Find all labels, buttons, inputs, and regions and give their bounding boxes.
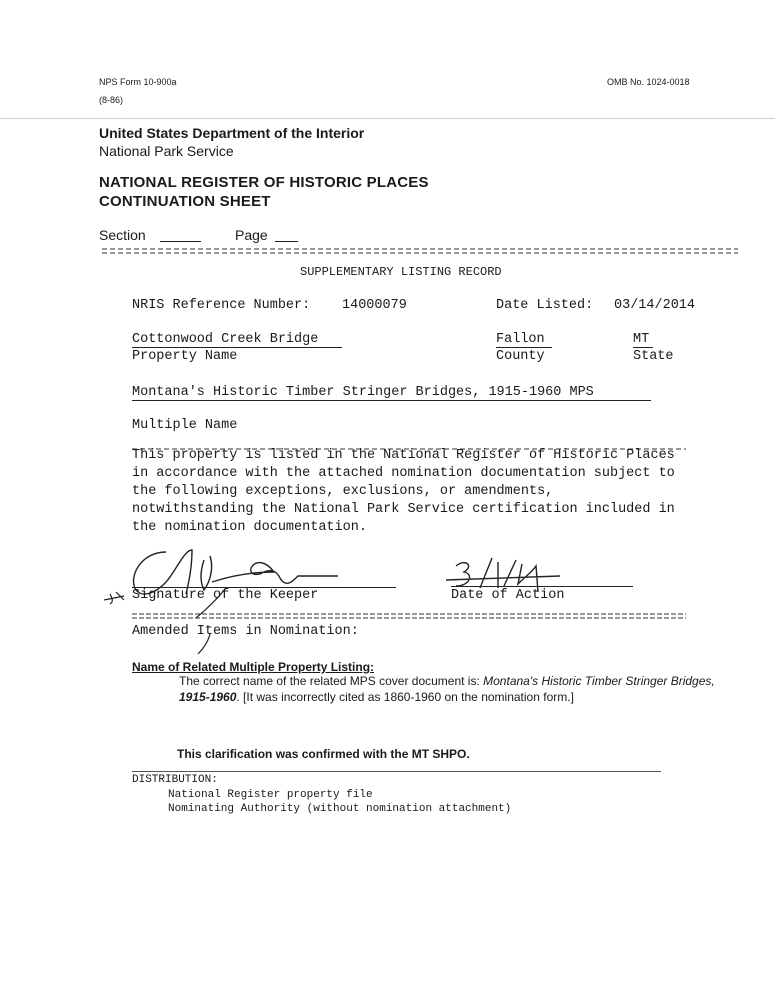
- distribution-label: DISTRIBUTION:: [132, 774, 218, 786]
- date-of-action-line: [451, 586, 633, 587]
- multiple-name-underline: [132, 400, 651, 401]
- multiple-name-value: Montana's Historic Timber Stringer Bridges, 1915-1960 MPS: [132, 385, 594, 400]
- lower-separator-graphic: [132, 612, 686, 620]
- amendment-text-after: . [It was incorrectly cited as 1860-1960 on the nomination form.]: [236, 690, 574, 704]
- multiple-name-label: Multiple Name: [132, 418, 238, 433]
- top-separator: [102, 246, 738, 260]
- county-value: Fallon: [496, 332, 545, 347]
- page-label: Page: [235, 227, 268, 243]
- date-listed-value: 03/14/2014: [614, 298, 696, 313]
- form-number: NPS Form 10-900a: [99, 77, 177, 87]
- form-subtitle: CONTINUATION SHEET: [99, 193, 271, 210]
- header-rule: [0, 118, 775, 119]
- amended-items-label: Amended Items in Nomination:: [132, 624, 359, 639]
- page-blank: [275, 241, 298, 242]
- distribution-item-2: Nominating Authority (without nomination attachment): [168, 803, 512, 815]
- record-heading: SUPPLEMENTARY LISTING RECORD: [300, 265, 502, 279]
- lower-separator: [132, 607, 686, 615]
- statement-line-5: the nomination documentation.: [132, 520, 367, 535]
- property-name-label: Property Name: [132, 349, 238, 364]
- nris-label: NRIS Reference Number:: [132, 298, 311, 313]
- nris-value: 14000079: [342, 298, 407, 313]
- mid-separator: [132, 438, 686, 442]
- amendment-text-line-2: [179, 690, 574, 704]
- state-label: State: [633, 349, 674, 364]
- form-title: NATIONAL REGISTER OF HISTORIC PLACES: [99, 174, 429, 191]
- amendment-text-line-1: [179, 674, 715, 688]
- property-name-underline: [132, 347, 342, 348]
- separator-graphic: [102, 246, 738, 256]
- county-label: County: [496, 349, 545, 364]
- state-underline: [633, 347, 653, 348]
- date-listed-label: Date Listed:: [496, 298, 594, 313]
- amendment-heading: Name of Related Multiple Property Listing:: [132, 660, 375, 674]
- state-value: MT: [633, 332, 650, 347]
- department-name: United States Department of the Interior: [99, 125, 365, 141]
- amendment-text-before: The correct name of the related MPS cover document is:: [179, 674, 484, 688]
- section-blank: [160, 241, 201, 242]
- signature-label: Signature of the Keeper: [132, 588, 319, 603]
- date-of-action-label: Date of Action: [451, 588, 565, 603]
- property-name-value: Cottonwood Creek Bridge: [132, 332, 319, 347]
- form-date: (8-86): [99, 95, 124, 105]
- section-label: Section: [99, 227, 146, 243]
- statement-line-4: notwithstanding the National Park Service certification included in: [132, 502, 675, 517]
- county-underline: [496, 347, 552, 348]
- statement-line-3: the following exceptions, exclusions, or amendments,: [132, 484, 554, 499]
- distribution-rule: [132, 771, 661, 772]
- amendment-mps-years: 1915-1960: [179, 690, 237, 704]
- distribution-item-1: National Register property file: [168, 789, 373, 801]
- omb-number: OMB No. 1024-0018: [607, 77, 690, 87]
- confirmation-note: This clarification was confirmed with the MT SHPO.: [177, 747, 470, 761]
- statement-line-2: in accordance with the attached nomination documentation subject to: [132, 466, 675, 481]
- statement-line-1: This property is listed in the National Register of Historic Places: [132, 448, 675, 463]
- amendment-mps-name: Montana's Historic Timber Stringer Bridges,: [483, 674, 715, 688]
- agency-name: National Park Service: [99, 143, 234, 159]
